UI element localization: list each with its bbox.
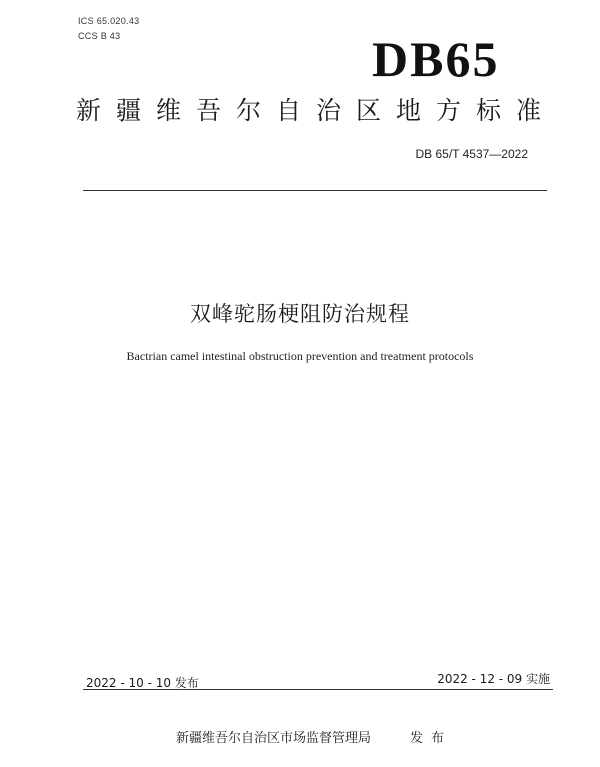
standard-number: DB 65/T 4537—2022 bbox=[415, 147, 528, 161]
document-title: 双峰驼肠梗阻防治规程 bbox=[190, 302, 410, 326]
issuing-authority: 新疆维吾尔自治区市场监督管理局 bbox=[176, 731, 372, 746]
ics-code: ICS 65.020.43 bbox=[78, 16, 140, 26]
region-title: 新疆维吾尔自治区地方标准 bbox=[76, 96, 557, 125]
header-divider bbox=[83, 190, 547, 191]
issue-action: 发布 bbox=[410, 731, 453, 746]
effective-date: 2022 - 12 - 09 实施 bbox=[437, 672, 550, 686]
publish-date: 2022 - 10 - 10 发布 bbox=[86, 676, 199, 690]
document-title-english: Bactrian camel intestinal obstruction prevention and treatment protocols bbox=[126, 349, 474, 363]
db-logo: DB65 bbox=[372, 31, 500, 87]
ccs-code: CCS B 43 bbox=[78, 31, 121, 41]
footer-divider bbox=[83, 689, 553, 690]
